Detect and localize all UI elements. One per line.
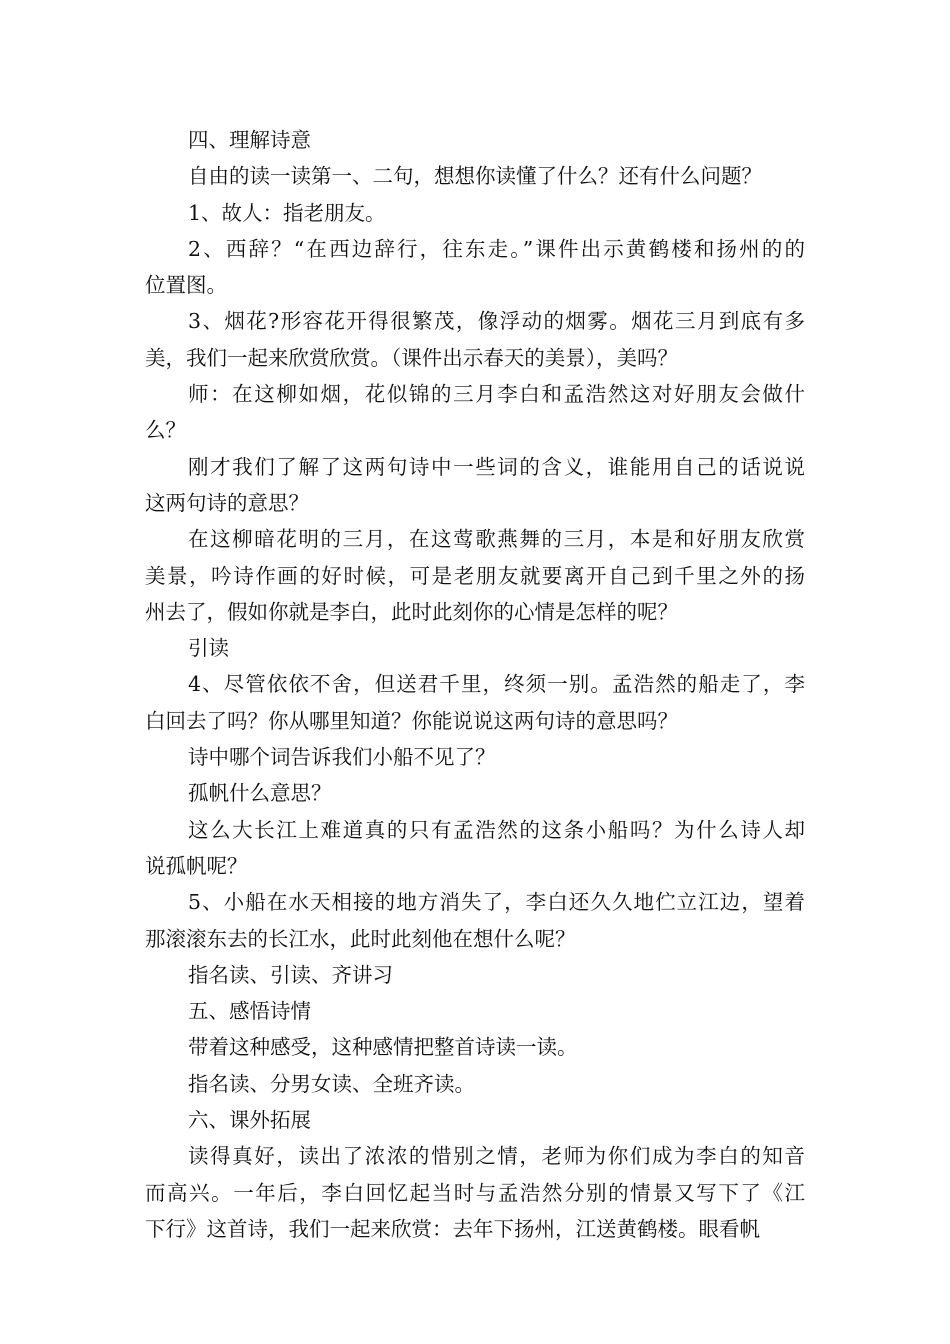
text-line: 刚才我们了解了这两句诗中一些词的含义，谁能用自己的话说说 xyxy=(188,454,807,479)
paragraph xyxy=(145,1138,805,1247)
paragraph xyxy=(145,1029,805,1065)
text-line: 那滚滚东去的长江水，此时此刻他在想什么呢？ xyxy=(145,926,576,951)
paragraph xyxy=(145,195,805,231)
paragraph xyxy=(145,158,805,194)
text-line: 白回去了吗？你从哪里知道？你能说说这两句诗的意思吗？ xyxy=(145,708,678,733)
paragraph xyxy=(145,303,805,376)
text-line: 而高兴。一年后，李白回忆起当时与孟浩然分别的情景又写下了《江 xyxy=(145,1180,807,1205)
text-line: 孤帆什么意思？ xyxy=(188,781,332,806)
text-line: 位置图。 xyxy=(145,273,227,298)
paragraph xyxy=(145,775,805,811)
paragraph xyxy=(145,231,808,304)
section-heading xyxy=(145,1102,805,1138)
paragraph xyxy=(145,884,805,957)
text-line: 美，我们一起来欣赏欣赏。（课件出示春天的美景），美吗？ xyxy=(145,345,678,370)
section-heading xyxy=(145,993,805,1029)
document-body xyxy=(145,122,808,1247)
paragraph xyxy=(145,957,805,993)
text-line: 自由的读一读第一、二句，想想你读懂了什么？还有什么问题？ xyxy=(188,164,762,189)
text-line: 3、烟花?形容花开得很繁茂，像浮动的烟雾。烟花三月到底有多 xyxy=(188,309,807,334)
paragraph xyxy=(145,739,805,775)
text-line: 指名读、分男女读、全班齐读。 xyxy=(188,1071,475,1096)
text-line: 引读 xyxy=(188,636,229,661)
text-line: 指名读、引读、齐讲习 xyxy=(188,962,393,987)
paragraph xyxy=(145,449,805,522)
text-line: 说孤帆呢？ xyxy=(145,853,248,878)
text-line: 诗中哪个词告诉我们小船不见了？ xyxy=(188,745,496,770)
text-line: 四、理解诗意 xyxy=(188,128,311,152)
text-line: 五、感悟诗情 xyxy=(188,999,311,1024)
text-line: 州去了，假如你就是李白，此时此刻你的心情是怎样的呢？ xyxy=(145,599,678,624)
text-line: 在这柳暗花明的三月，在这莺歌燕舞的三月，本是和好朋友欣赏 xyxy=(188,527,807,552)
paragraph xyxy=(145,812,805,885)
text-line: 这么大长江上难道真的只有孟浩然的这条小船吗？为什么诗人却 xyxy=(188,817,807,842)
text-line: 这两句诗的意思？ xyxy=(145,490,309,515)
text-line: 美景，吟诗作画的好时候，可是老朋友就要离开自己到千里之外的扬 xyxy=(145,563,807,588)
paragraph xyxy=(145,376,805,449)
text-line: 2、西辞？“在西边辞行，往东走。”课件出示黄鹤楼和扬州的的 xyxy=(188,236,808,261)
text-line: 1、故人：指老朋友。 xyxy=(188,200,386,225)
text-line: 下行》这首诗，我们一起来欣赏：去年下扬州，江送黄鹤楼。眼看帆 xyxy=(145,1216,760,1241)
text-line: 读得真好，读出了浓浓的惜别之情，老师为你们成为李白的知音 xyxy=(188,1144,807,1169)
section-heading xyxy=(145,122,805,158)
paragraph xyxy=(145,1066,805,1102)
paragraph xyxy=(145,666,805,739)
text-line: 么？ xyxy=(145,418,186,443)
text-line: 4、尽管依依不舍，但送君千里，终须一别。孟浩然的船走了，李 xyxy=(188,672,807,697)
text-line: 师：在这柳如烟，花似锦的三月李白和孟浩然这对好朋友会做什 xyxy=(188,382,807,407)
text-line: 5、小船在水天相接的地方消失了，李白还久久地伫立江边，望着 xyxy=(188,890,807,915)
text-line: 六、课外拓展 xyxy=(188,1108,311,1133)
paragraph xyxy=(145,521,805,630)
paragraph xyxy=(145,630,805,666)
text-line: 带着这种感受，这种感情把整首诗读一读。 xyxy=(188,1035,578,1060)
